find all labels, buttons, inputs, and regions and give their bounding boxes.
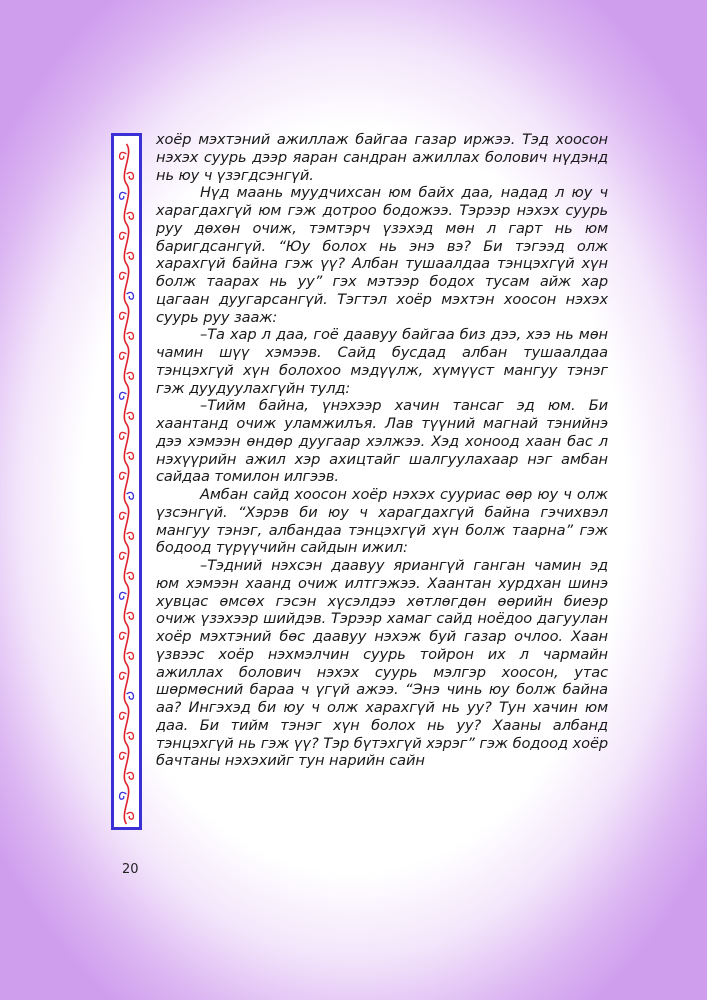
curl-ornament	[120, 752, 127, 759]
curl-ornament	[127, 812, 134, 819]
paragraph-1: хоёр мэхтэний ажиллаж байгаа газар иржээ. Тэд хоосон нэхэх суурь дээр яаран сандран ажиллах болович нүдэнд нь юу ч үзэгдсэнгүй.	[156, 131, 608, 184]
ornamental-border	[111, 133, 142, 830]
curl-ornament	[120, 472, 127, 479]
paragraph-4: –Тийм байна, үнэхээр хачин тансаг эд юм. Би хаантанд очиж уламжилъя. Лав түүний магнай тэнийнэ дээ хэмээн өндөр дуугаар хэлжээ. Хэд хоноод хаан бас л нэхүүрийн ажил хэр ахицтайг шалгуулахаар нэг амбан сайдаа томилон илгээв.	[156, 397, 608, 486]
curl-ornament	[127, 692, 134, 699]
curl-ornament	[120, 432, 127, 439]
curl-ornament	[120, 512, 127, 519]
curl-ornament	[120, 232, 127, 239]
curl-ornament	[127, 172, 134, 179]
curl-ornament	[120, 672, 127, 679]
curl-ornament	[127, 732, 134, 739]
curl-ornament	[120, 152, 127, 159]
curl-ornament	[127, 612, 134, 619]
paragraph-2: Нүд маань муудчихсан юм байх даа, надад л юу ч харагдахгүй юм гэж дотроо бодожээ. Тэрээр нэхэх суурь руу дөхөн очиж, тэмтэрч үзэхэд мөн л гарт нь юм баригдсангүй. “Юу болох нь энэ вэ? Би тэгээд олж харахгүй байна гэж үү? Албан тушаалдаа тэнцэхгүй хүн болж таарах нь уу” гэх мэтээр бодох тусам айж хар цагаан дуугарсангүй. Тэгтэл хоёр мэхтэн хоосон нэхэх суурь руу зааж:	[156, 184, 608, 326]
curl-ornament	[127, 532, 134, 539]
curl-ornament	[127, 652, 134, 659]
curl-ornament	[127, 252, 134, 259]
curl-ornament	[127, 372, 134, 379]
curl-ornament	[120, 632, 127, 639]
curl-ornament	[127, 772, 134, 779]
curl-ornament	[120, 792, 127, 799]
curl-ornament	[127, 212, 134, 219]
page-number: 20	[122, 862, 139, 877]
curl-ornament	[120, 712, 127, 719]
curl-ornament	[120, 192, 127, 199]
curl-ornament	[127, 452, 134, 459]
curl-ornament	[120, 392, 127, 399]
curl-ornament	[120, 552, 127, 559]
paragraph-3: –Та хар л даа, гоё даавуу байгаа биз дээ, хээ нь мөн чамин шүү хэмээв. Сайд бусдад албан тушаалдаа тэнцэхгүй хүн болохоо мэдүүлж, хүмүүст мангуу тэнэг гэж дуудуулахгүйн тулд:	[156, 326, 608, 397]
scroll-ornament	[114, 136, 139, 827]
curl-ornament	[120, 592, 127, 599]
curl-ornament	[120, 352, 127, 359]
curl-ornament	[127, 332, 134, 339]
paragraph-6: –Тэдний нэхсэн даавуу яриангүй ганган чамин эд юм хэмээн хаанд очиж илтгэжээ. Хаантан хурдхан шинэ хувцас өмсөх гэсэн хүсэлдээ хөтлөгдөн өөрийн биеэр очиж үзэхээр шийдэв. Тэрээр хамаг сайд ноёдоо дагуулан хоёр мэхтэний бөс даавуу нэхэж буй газар очлоо. Хаан үзвээс хоёр нэхмэлчин суурь тойрон их л чармайн ажиллах болович нэхэх суурь мэлгэр хоосон, утас шөрмөсний бараа ч үгүй ажээ. “Энэ чинь юу болж байна аа? Ингэхэд би юу ч олж харахгүй нь уу? Тун хачин юм даа. Би тийм тэнэг хүн болох нь уу? Хааны албанд тэнцэхгүй нь гэж үү? Тэр бүтэхгүй хэрэг” гэж бодоод хоёр бачтаны нэхэхийг тун нарийн сайн	[156, 557, 608, 770]
curl-ornament	[127, 492, 134, 499]
curl-ornament	[127, 412, 134, 419]
curl-ornament	[127, 292, 134, 299]
paragraph-5: Амбан сайд хоосон хоёр нэхэх сууриас өөр юу ч олж үзсэнгүй. “Хэрэв би юу ч харагдахгүй байна гэчихвэл мангуу тэнэг, албандаа тэнцэхгүй хүн болж таарна” гэж бодоод түрүүчийн сайдын ижил:	[156, 486, 608, 557]
curl-ornament	[120, 272, 127, 279]
story-text	[156, 131, 608, 770]
curl-ornament	[120, 312, 127, 319]
curl-ornament	[127, 572, 134, 579]
vine-stroke	[124, 144, 128, 824]
